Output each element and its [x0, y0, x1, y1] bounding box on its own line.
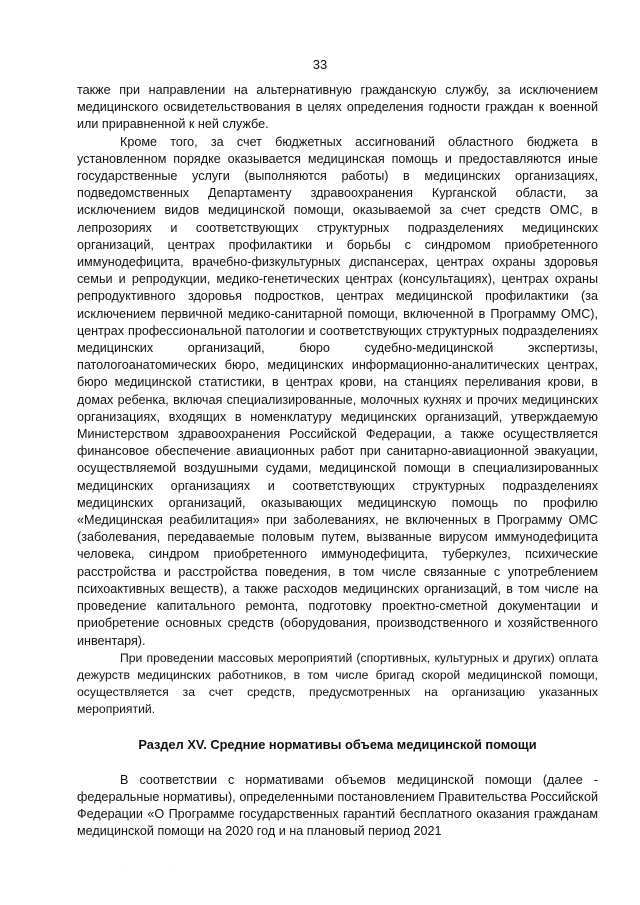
paragraph-mass-events: При проведении массовых мероприятий (спортивных, культурных и других) оплата дежурств медицинских работников, в том числе бригад скорой медицинской помощи, осуществляется за счет средств, предусмотренных на организацию указанных мероприятий.	[77, 650, 598, 716]
paragraph-continuation: также при направлении на альтернативную гражданскую службу, за исключением медицинского освидетельствования в целях определения годности граждан к военной или приравненной к ней службе.	[77, 83, 598, 132]
page-number: 33	[312, 57, 328, 72]
paragraph-section-intro: В соответствии с нормативами объемов медицинской помощи (далее - федеральные нормативы), определенными постановлением Правительства Российской Федерации «О Программе государственных гарантий бесплатного оказания гражданам медицинской помощи на 2020 год и на плановый период 2021	[77, 772, 598, 839]
document-body	[77, 82, 598, 841]
scan-marks: · ·	[120, 866, 192, 872]
section-heading: Раздел XV. Средние нормативы объема медицинской помощи	[138, 736, 537, 752]
paragraph-budget-funding: Кроме того, за счет бюджетных ассигнований областного бюджета в установленном порядке оказывается медицинская помощь и предоставляются иные государственные услуги (выполняются работы) в медицинских организациях, подведомственных Департаменту здравоохранения Курганской области, за исключением видов медицинской помощи, оказываемой за счет средств ОМС, в лепрозориях и соответствующих структурных подразделениях медицинских организаций, центрах профилактики и борьбы с синдромом приобретенного иммунодефицита, врачебно-физкультурных диспансерах, центрах охраны здоровья семьи и репродукции, медико-генетических центрах (консультациях), центрах охраны репродуктивного здоровья подростков, центрах медицинской профилактики (за исключением первичной медико-санитарной помощи, включенной в Программу ОМС), центрах профессиональной патологии и соответствующих структурных подразделениях медицинских организаций, бюро судебно-медицинской экспертизы, патологоанатомических бюро, медицинских информационно-аналитических центрах, бюро медицинской статистики, в центрах крови, на станциях переливания крови, в домах ребенка, включая специализированные, молочных кухнях и прочих медицинских организациях, входящих в номенклатуру медицинских организаций, утверждаемую Министерством здравоохранения Российской Федерации, а также осуществляется финансовое обеспечение авиационных работ при санитарно-авиационной эвакуации, осуществляемой воздушными судами, медицинской помощи в специализированных медицинских организациях и соответствующих структурных подразделениях медицинских организаций, оказывающих медицинскую помощь по профилю «Медицинская реабилитация» при заболеваниях, не включенных в Программу ОМС (заболевания, передаваемые половым путем, вызванные вирусом иммунодефицита человека, синдром приобретенного иммунодефицита, туберкулез, психические расстройства и расстройства поведения, в том числе связанные с употреблением психоактивных веществ), а также расходов медицинских организаций, в том числе на проведение капитального ремонта, подготовку проектно-сметной документации и приобретение основных средств (оборудования, производственного и хозяйственного инвентаря).	[77, 134, 598, 648]
